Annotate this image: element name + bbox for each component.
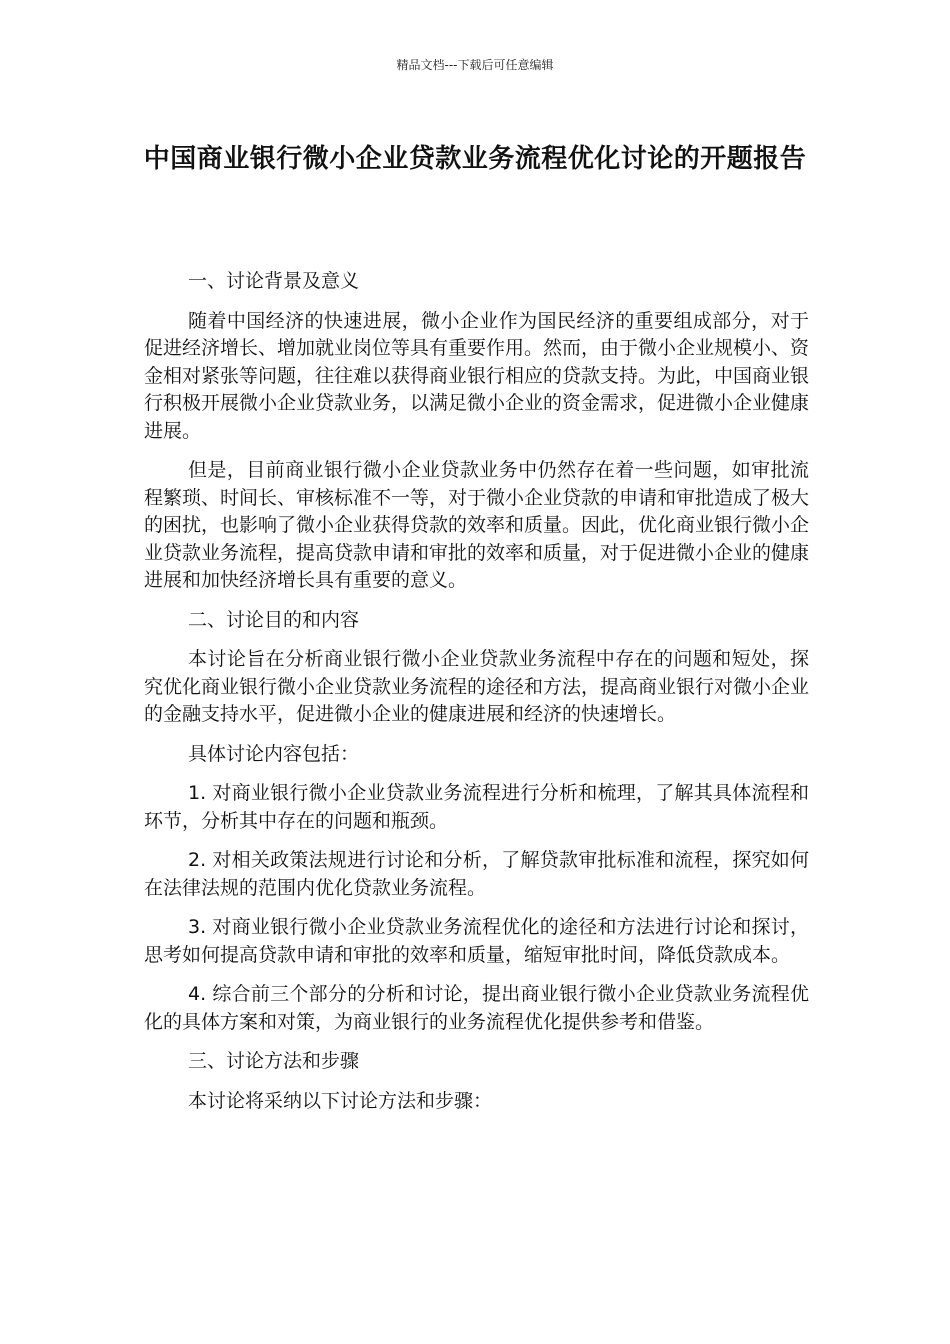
paragraph-purpose: 本讨论旨在分析商业银行微小企业贷款业务流程中存在的问题和短处，探究优化商业银行微小企业贷款业务流程的途径和方法，提高商业银行对微小企业的金融支持水平，促进微小企业的健康进展和经济的快速增长。 [144,648,810,725]
list-item-content-3: 3. 对商业银行微小企业贷款业务流程优化的途径和方法进行讨论和探讨，思考如何提高贷款申请和审批的效率和质量，缩短审批时间，降低贷款成本。 [144,916,809,966]
list-item-content-1: 1. 对商业银行微小企业贷款业务流程进行分析和梳理，了解其具体流程和环节，分析其中存在的问题和瓶颈。 [144,782,809,832]
document-title: 中国商业银行微小企业贷款业务流程优化讨论的开题报告 [143,144,807,174]
paragraph-content-intro: 具体讨论内容包括： [188,742,360,765]
section-heading-background: 一、讨论背景及意义 [188,270,360,292]
paragraph-background-1: 随着中国经济的快速进展，微小企业作为国民经济的重要组成部分，对于促进经济增长、增加就业岗位等具有重要作用。然而，由于微小企业规模小、资金相对紧张等问题，往往难以获得商业银行相应的贷款支持。为此，中国商业银行积极开展微小企业贷款业务，以满足微小企业的资金需求，促进微小企业健康进展。 [144,309,810,442]
page-header-watermark: 精品文档---下载后可任意编辑 [396,58,554,72]
section-heading-purpose: 二、讨论目的和内容 [188,608,360,631]
paragraph-methods-intro: 本讨论将采纳以下讨论方法和步骤： [188,1089,493,1112]
list-item-content-4: 4. 综合前三个部分的分析和讨论，提出商业银行微小企业贷款业务流程优化的具体方案和对策，为商业银行的业务流程优化提供参考和借鉴。 [144,983,809,1033]
paragraph-background-2: 但是，目前商业银行微小企业贷款业务中仍然存在着一些问题，如审批流程繁琐、时间长、审核标准不一等，对于微小企业贷款的申请和审批造成了极大的困扰，也影响了微小企业获得贷款的效率和质量。因此，优化商业银行微小企业贷款业务流程，提高贷款申请和审批的效率和质量，对于促进微小企业的健康进展和加快经济增长具有重要的意义。 [144,459,810,591]
section-heading-methods: 三、讨论方法和步骤 [188,1050,360,1072]
list-item-content-2: 2. 对相关政策法规进行讨论和分析，了解贷款审批标准和流程，探究如何在法律法规的范围内优化贷款业务流程。 [144,849,809,899]
document-body [144,268,809,1127]
